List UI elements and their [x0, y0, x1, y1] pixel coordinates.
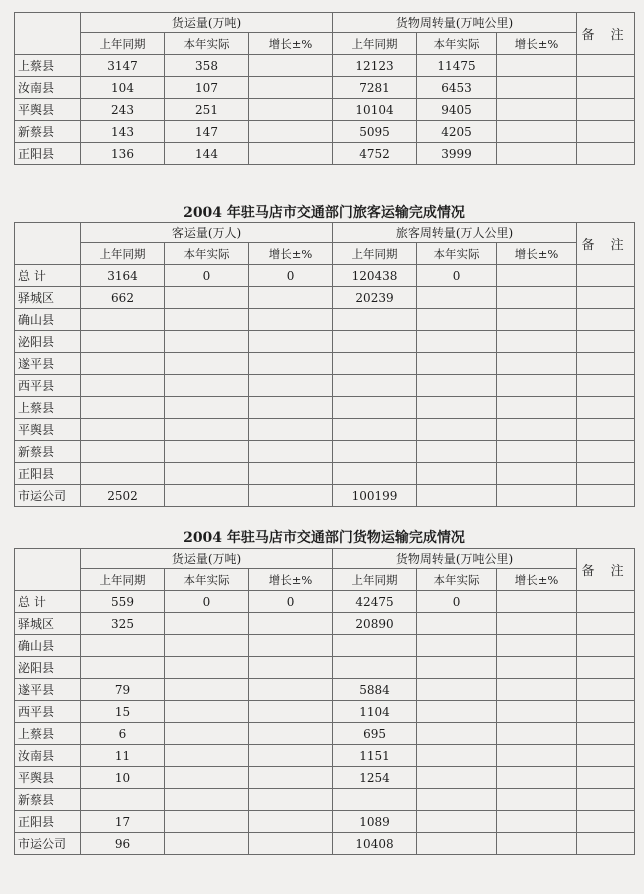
- table-cell: [497, 121, 577, 143]
- table-cell: [249, 485, 333, 507]
- table-cell: [165, 287, 249, 309]
- table-cell: 11: [81, 745, 165, 767]
- col-header: 本年实际: [417, 569, 497, 591]
- col-header: 增长±%: [497, 569, 577, 591]
- table-cell: [81, 419, 165, 441]
- remark-cell: [577, 463, 635, 485]
- remark-cell: [577, 789, 635, 811]
- table-cell: 9405: [417, 99, 497, 121]
- table-row: [15, 789, 635, 811]
- table-cell: [417, 375, 497, 397]
- table-row: [15, 143, 635, 165]
- table-cell: 5095: [333, 121, 417, 143]
- group-header-volume: 客运量(万人): [81, 223, 333, 243]
- table-cell: [249, 463, 333, 485]
- table-cell: [249, 143, 333, 165]
- col-header: 增长±%: [497, 33, 577, 55]
- table-cell: 100199: [333, 485, 417, 507]
- table-cell: [81, 463, 165, 485]
- table-cell: 147: [165, 121, 249, 143]
- table-cell: [497, 265, 577, 287]
- table-row: [15, 99, 635, 121]
- table-cell: [165, 635, 249, 657]
- table-cell: [165, 833, 249, 855]
- table-cell: [249, 833, 333, 855]
- table-cell: [333, 657, 417, 679]
- table-cell: 42475: [333, 591, 417, 613]
- table-cell: [249, 745, 333, 767]
- table-row: [15, 287, 635, 309]
- remark-cell: [577, 55, 635, 77]
- table-row: [15, 833, 635, 855]
- remark-cell: [577, 811, 635, 833]
- row-label: 汝南县: [15, 77, 81, 99]
- remark-cell: [577, 265, 635, 287]
- col-header: 本年实际: [165, 569, 249, 591]
- table-cell: 144: [165, 143, 249, 165]
- col-header: 上年同期: [333, 569, 417, 591]
- table-cell: [497, 143, 577, 165]
- table-cell: [497, 723, 577, 745]
- col-header: 本年实际: [417, 33, 497, 55]
- row-label: 上蔡县: [15, 55, 81, 77]
- table-cell: 243: [81, 99, 165, 121]
- table-row: [15, 397, 635, 419]
- remark-header: 备 注: [577, 13, 635, 55]
- table-row: [15, 463, 635, 485]
- table-cell: [165, 723, 249, 745]
- table-row: [15, 331, 635, 353]
- table-cell: [497, 397, 577, 419]
- remark-cell: [577, 99, 635, 121]
- table-row: [15, 591, 635, 613]
- table-cell: [417, 679, 497, 701]
- table-cell: [417, 613, 497, 635]
- remark-cell: [577, 331, 635, 353]
- row-label: 西平县: [15, 701, 81, 723]
- table-cell: [497, 613, 577, 635]
- table-cell: [249, 441, 333, 463]
- table-cell: 20890: [333, 613, 417, 635]
- table-cell: 10408: [333, 833, 417, 855]
- table-cell: [81, 441, 165, 463]
- remark-cell: [577, 77, 635, 99]
- remark-cell: [577, 723, 635, 745]
- table-cell: [165, 397, 249, 419]
- row-label: 新蔡县: [15, 441, 81, 463]
- row-label: 平舆县: [15, 99, 81, 121]
- row-label: 泌阳县: [15, 657, 81, 679]
- table-cell: [249, 397, 333, 419]
- table-cell: [249, 701, 333, 723]
- table-cell: [497, 287, 577, 309]
- remark-cell: [577, 419, 635, 441]
- table-row: [15, 701, 635, 723]
- table-cell: 4752: [333, 143, 417, 165]
- row-label: 正阳县: [15, 463, 81, 485]
- table-cell: [497, 353, 577, 375]
- table-cell: 136: [81, 143, 165, 165]
- row-label: 遂平县: [15, 353, 81, 375]
- col-header: 增长±%: [249, 33, 333, 55]
- table-cell: 1254: [333, 767, 417, 789]
- corner-cell: [15, 223, 81, 265]
- table-row: [15, 657, 635, 679]
- table-cell: [249, 287, 333, 309]
- row-label: 市运公司: [15, 485, 81, 507]
- row-label: 驿城区: [15, 613, 81, 635]
- table-cell: [165, 767, 249, 789]
- table-cell: [333, 441, 417, 463]
- table-cell: 12123: [333, 55, 417, 77]
- remark-cell: [577, 613, 635, 635]
- row-label: 平舆县: [15, 419, 81, 441]
- table-cell: [165, 331, 249, 353]
- remark-cell: [577, 353, 635, 375]
- table-cell: 10: [81, 767, 165, 789]
- table-cell: [81, 331, 165, 353]
- table-cell: [81, 397, 165, 419]
- col-header: 增长±%: [249, 569, 333, 591]
- table-cell: [333, 375, 417, 397]
- table-cell: 107: [165, 77, 249, 99]
- table-cell: [249, 811, 333, 833]
- table-row: [15, 353, 635, 375]
- table-cell: [249, 55, 333, 77]
- table-cell: [417, 331, 497, 353]
- table-cell: [497, 789, 577, 811]
- remark-cell: [577, 441, 635, 463]
- row-label: 新蔡县: [15, 121, 81, 143]
- row-label: 上蔡县: [15, 397, 81, 419]
- table-row: [15, 723, 635, 745]
- table-cell: [249, 657, 333, 679]
- table-cell: 3999: [417, 143, 497, 165]
- table-cell: [497, 419, 577, 441]
- remark-cell: [577, 121, 635, 143]
- table-cell: [165, 679, 249, 701]
- table-cell: 0: [249, 265, 333, 287]
- group-header-turnover: 货物周转量(万吨公里): [333, 13, 577, 33]
- remark-cell: [577, 375, 635, 397]
- table-cell: [497, 331, 577, 353]
- table-cell: [165, 701, 249, 723]
- table-cell: [165, 309, 249, 331]
- table-cell: [417, 635, 497, 657]
- group-header-turnover: 货物周转量(万吨公里): [333, 549, 577, 569]
- row-label: 遂平县: [15, 679, 81, 701]
- col-header: 上年同期: [81, 569, 165, 591]
- table-cell: [81, 635, 165, 657]
- col-header: 上年同期: [333, 33, 417, 55]
- table-cell: [165, 745, 249, 767]
- remark-cell: [577, 657, 635, 679]
- table-cell: [417, 811, 497, 833]
- table-row: [15, 309, 635, 331]
- remark-header: 备 注: [577, 223, 635, 265]
- table-cell: [165, 353, 249, 375]
- table-cell: [165, 811, 249, 833]
- table-cell: [333, 353, 417, 375]
- row-label: 确山县: [15, 309, 81, 331]
- table-cell: [497, 441, 577, 463]
- table-cell: [249, 723, 333, 745]
- table-cell: [249, 309, 333, 331]
- table-row: [15, 419, 635, 441]
- table-cell: [333, 789, 417, 811]
- table-cell: [249, 353, 333, 375]
- freight-table-continued: [14, 12, 635, 165]
- table-cell: 695: [333, 723, 417, 745]
- row-label: 正阳县: [15, 811, 81, 833]
- table-cell: [497, 679, 577, 701]
- table-cell: 325: [81, 613, 165, 635]
- table-cell: [249, 767, 333, 789]
- table-cell: [497, 635, 577, 657]
- table-cell: 96: [81, 833, 165, 855]
- table-cell: [497, 309, 577, 331]
- table-cell: [249, 99, 333, 121]
- corner-cell: [15, 549, 81, 591]
- table-cell: [497, 463, 577, 485]
- table-cell: 6453: [417, 77, 497, 99]
- table-cell: [497, 77, 577, 99]
- remark-cell: [577, 485, 635, 507]
- table-cell: [417, 657, 497, 679]
- table-cell: [417, 353, 497, 375]
- col-header: 上年同期: [81, 33, 165, 55]
- table-cell: [249, 77, 333, 99]
- table-row: [15, 613, 635, 635]
- table-cell: [417, 485, 497, 507]
- table-cell: [417, 397, 497, 419]
- table-cell: [165, 613, 249, 635]
- table-cell: 3164: [81, 265, 165, 287]
- table-cell: 20239: [333, 287, 417, 309]
- row-label: 总 计: [15, 591, 81, 613]
- table-cell: 79: [81, 679, 165, 701]
- table-row: [15, 767, 635, 789]
- table-cell: 1104: [333, 701, 417, 723]
- table-cell: [333, 463, 417, 485]
- table-cell: [165, 375, 249, 397]
- table-cell: 6: [81, 723, 165, 745]
- table-cell: 251: [165, 99, 249, 121]
- table-row: [15, 121, 635, 143]
- table-cell: [81, 309, 165, 331]
- table-cell: 1089: [333, 811, 417, 833]
- table-cell: [417, 701, 497, 723]
- col-header: 增长±%: [497, 243, 577, 265]
- table-row: [15, 265, 635, 287]
- table-cell: [165, 463, 249, 485]
- freight-table: [14, 548, 635, 855]
- table-cell: 120438: [333, 265, 417, 287]
- row-label: 总 计: [15, 265, 81, 287]
- table-cell: [417, 767, 497, 789]
- corner-cell: [15, 13, 81, 55]
- group-header-volume: 货运量(万吨): [81, 13, 333, 33]
- table-cell: 15: [81, 701, 165, 723]
- table-cell: 7281: [333, 77, 417, 99]
- table-cell: [417, 833, 497, 855]
- passenger-table-title: 2004 年驻马店市交通部门旅客运输完成情况: [183, 205, 465, 221]
- row-label: 市运公司: [15, 833, 81, 855]
- table-cell: 0: [165, 591, 249, 613]
- table-cell: 11475: [417, 55, 497, 77]
- table-cell: [497, 55, 577, 77]
- passenger-table: [14, 222, 635, 507]
- group-header-turnover: 旅客周转量(万人公里): [333, 223, 577, 243]
- remark-cell: [577, 287, 635, 309]
- table-cell: [417, 309, 497, 331]
- table-row: [15, 635, 635, 657]
- table-cell: [497, 657, 577, 679]
- remark-cell: [577, 833, 635, 855]
- table-cell: [165, 419, 249, 441]
- freight-table-title: 2004 年驻马店市交通部门货物运输完成情况: [183, 530, 465, 546]
- table-cell: 2502: [81, 485, 165, 507]
- remark-cell: [577, 591, 635, 613]
- col-header: 上年同期: [333, 243, 417, 265]
- table-cell: [81, 657, 165, 679]
- table-cell: [249, 679, 333, 701]
- table-cell: [497, 99, 577, 121]
- remark-cell: [577, 397, 635, 419]
- table-cell: [81, 789, 165, 811]
- remark-header: 备 注: [577, 549, 635, 591]
- row-label: 正阳县: [15, 143, 81, 165]
- table-cell: 0: [417, 591, 497, 613]
- col-header: 本年实际: [165, 33, 249, 55]
- table-cell: [81, 375, 165, 397]
- table-cell: 143: [81, 121, 165, 143]
- row-label: 上蔡县: [15, 723, 81, 745]
- row-label: 泌阳县: [15, 331, 81, 353]
- remark-cell: [577, 679, 635, 701]
- group-header-volume: 货运量(万吨): [81, 549, 333, 569]
- table-cell: [497, 811, 577, 833]
- table-cell: [417, 723, 497, 745]
- row-label: 西平县: [15, 375, 81, 397]
- table-cell: [417, 419, 497, 441]
- table-cell: [497, 767, 577, 789]
- col-header: 本年实际: [417, 243, 497, 265]
- table-cell: 3147: [81, 55, 165, 77]
- row-label: 汝南县: [15, 745, 81, 767]
- table-cell: [333, 635, 417, 657]
- table-cell: 104: [81, 77, 165, 99]
- table-cell: 0: [165, 265, 249, 287]
- remark-cell: [577, 745, 635, 767]
- table-cell: 10104: [333, 99, 417, 121]
- table-cell: [333, 419, 417, 441]
- table-cell: [165, 657, 249, 679]
- table-row: [15, 811, 635, 833]
- table-cell: [497, 591, 577, 613]
- col-header: 增长±%: [249, 243, 333, 265]
- table-cell: [249, 419, 333, 441]
- table-cell: [249, 635, 333, 657]
- table-cell: 358: [165, 55, 249, 77]
- remark-cell: [577, 309, 635, 331]
- col-header: 上年同期: [81, 243, 165, 265]
- remark-cell: [577, 143, 635, 165]
- table-cell: [249, 375, 333, 397]
- row-label: 确山县: [15, 635, 81, 657]
- table-row: [15, 441, 635, 463]
- table-cell: [417, 287, 497, 309]
- table-cell: 559: [81, 591, 165, 613]
- table-cell: [81, 353, 165, 375]
- table-cell: 17: [81, 811, 165, 833]
- table-cell: [249, 613, 333, 635]
- table-cell: [333, 397, 417, 419]
- table-cell: [165, 789, 249, 811]
- table-cell: [417, 745, 497, 767]
- table-cell: [497, 745, 577, 767]
- table-cell: [333, 331, 417, 353]
- table-cell: [497, 375, 577, 397]
- table-cell: [497, 701, 577, 723]
- table-cell: 0: [417, 265, 497, 287]
- row-label: 驿城区: [15, 287, 81, 309]
- table-cell: [165, 485, 249, 507]
- table-cell: [249, 331, 333, 353]
- table-cell: [417, 441, 497, 463]
- row-label: 新蔡县: [15, 789, 81, 811]
- table-cell: [497, 833, 577, 855]
- remark-cell: [577, 767, 635, 789]
- table-row: [15, 485, 635, 507]
- col-header: 本年实际: [165, 243, 249, 265]
- table-cell: 4205: [417, 121, 497, 143]
- table-cell: 662: [81, 287, 165, 309]
- remark-cell: [577, 635, 635, 657]
- table-cell: [249, 121, 333, 143]
- table-cell: [497, 485, 577, 507]
- table-row: [15, 77, 635, 99]
- table-row: [15, 745, 635, 767]
- table-cell: 0: [249, 591, 333, 613]
- table-cell: [165, 441, 249, 463]
- table-cell: [333, 309, 417, 331]
- table-cell: 1151: [333, 745, 417, 767]
- table-row: [15, 375, 635, 397]
- table-cell: [417, 463, 497, 485]
- row-label: 平舆县: [15, 767, 81, 789]
- table-cell: 5884: [333, 679, 417, 701]
- table-row: [15, 55, 635, 77]
- remark-cell: [577, 701, 635, 723]
- table-row: [15, 679, 635, 701]
- table-cell: [417, 789, 497, 811]
- table-cell: [249, 789, 333, 811]
